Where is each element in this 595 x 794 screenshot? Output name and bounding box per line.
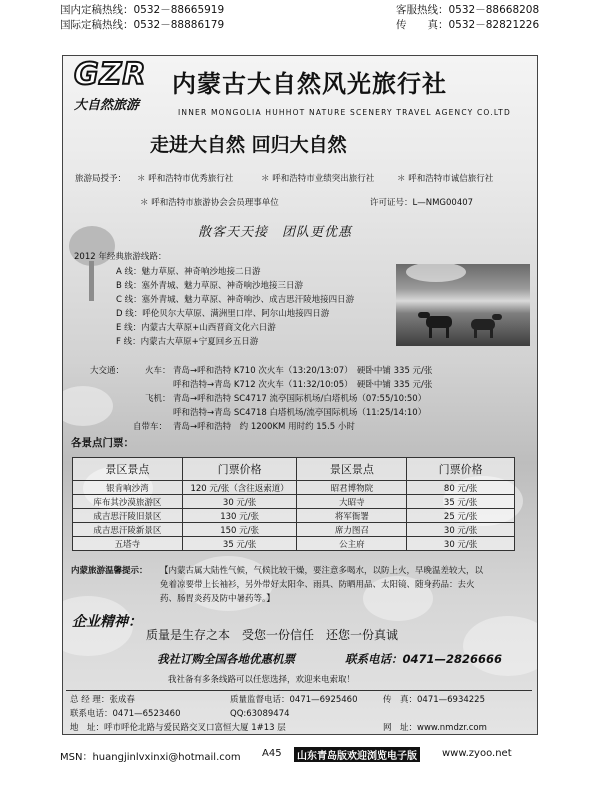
table-cell: 席力图召 [297,523,407,537]
horses-illustration [396,264,530,346]
promo-note: 我社备有多条线路可以任您选择，欢迎来电索取！ [168,675,356,685]
table-cell: 成吉思汗陵新景区 [73,523,183,537]
route-item: E 线：内蒙古大草原+山西晋商文化六日游 [116,323,276,333]
company-name-cn: 内蒙古大自然风光旅行社 [172,69,447,98]
train-route: 青岛→呼和浩特 K710 次火车（13:20/13:07） 硬卧中铺 335 元/张 [173,366,433,376]
promo-text: 我社订购全国各地优惠机票 [157,652,295,666]
logo-subtitle: 大自然旅游 [74,98,140,113]
logo-text: GZR [74,57,147,92]
awards-label: 旅游局授予： [75,174,127,184]
col-header: 门票价格 [182,458,297,481]
promo-phone: 联系电话：0471—2826666 [345,652,503,666]
member-award: ＊ 呼和浩特市旅游协会会员理事单位 [140,198,279,208]
footer-banner: 山东青岛版欢迎浏览电子版 [294,747,420,762]
address: 地 址：呼市呼伦北路与爱民路交叉口富恒大厦 1#13 层 [70,723,286,733]
table-cell: 将军衙署 [297,509,407,523]
transport-label: 大交通： [90,366,125,376]
contact-fax: 传 真：0471—6934225 [383,695,485,705]
company-name-en: INNER MONGOLIA HUHHOT NATURE SCENERY TRAVEL AGENCY CO.LTD [178,108,511,117]
table-cell: 120 元/张（含往返索道） [182,481,297,495]
route-item: B 线：塞外青城、魅力草原、神奇响沙地接三日游 [116,281,304,291]
spirit-label: 企业精神： [72,614,142,630]
table-cell: 银肯响沙湾 [73,481,183,495]
car-label: 自带车： [133,422,168,432]
car-route: 青岛→呼和浩特 约 1200KM 用时约 15.5 小时 [173,422,355,432]
table-cell: 30 元/张 [407,523,515,537]
table-cell: 公主府 [297,537,407,551]
table-cell: 130 元/张 [182,509,297,523]
route-item: A 线：魅力草原、神奇响沙地接二日游 [116,267,261,277]
tree-trunk-shape [89,261,94,301]
routes-list [116,265,354,349]
intl-hotline: 国际定稿热线：0532－88886179 [60,19,225,31]
slogan: 走进大自然 回归大自然 [150,134,347,156]
table-row [73,537,515,551]
award-item: ＊ 呼和浩特市业绩突出旅行社 [261,174,375,184]
spirit-text: 质量是生存之本 受您一份信任 还您一份真诚 [146,628,399,642]
tips-line: 药、肠胃炎药及防中暑药等。】 [160,594,275,604]
train-label: 火车： [145,366,171,376]
tips-label: 内蒙旅游温馨提示： [71,566,148,576]
table-cell: 库布其沙漠旅游区 [73,495,183,509]
quality-phone: 质量监督电话：0471—6925460 [230,695,358,705]
tips-line: 【内蒙古属大陆性气候，气候比较干燥，要注意多喝水，以防上火，早晚温差较大，以 [160,566,484,576]
divider [66,690,532,691]
table-cell: 35 元/张 [407,495,515,509]
motto: 散客天天接 团队更优惠 [198,225,353,240]
footer-site[interactable]: www.zyoo.net [442,748,512,759]
table-row [73,509,515,523]
ticket-table-header [73,458,515,481]
col-header: 景区景点 [297,458,407,481]
route-item: C 线：塞外青城、魅力草原、神奇响沙、成吉思汗陵地接四日游 [116,295,355,305]
table-cell: 25 元/张 [407,509,515,523]
table-cell: 五塔寺 [73,537,183,551]
table-cell: 150 元/张 [182,523,297,537]
table-cell: 80 元/张 [407,481,515,495]
sheep-shape [463,616,538,676]
ticket-table [72,457,515,551]
table-cell: 大昭寺 [297,495,407,509]
flight-route: 青岛→呼和浩特 SC4717 流亭国际机场/白塔机场（07:55/10:50） [173,394,427,404]
award-item: ＊ 呼和浩特市诚信旅行社 [397,174,494,184]
service-hotline: 客服热线：0532－88668208 [396,4,540,16]
routes-title: 2012 年经典旅游线路： [74,252,167,262]
license-number: 许可证号：L—NMG00407 [370,198,474,208]
table-row [73,495,515,509]
fax-line: 传 真：0532－82821226 [396,19,540,31]
table-cell: 30 元/张 [182,495,297,509]
table-cell: 35 元/张 [182,537,297,551]
award-item: ＊ 呼和浩特市优秀旅行社 [137,174,234,184]
tickets-title: 各景点门票： [71,437,134,449]
table-row [73,523,515,537]
manager: 总 经 理：张成春 [70,695,135,705]
contact-phone: 联系电话：0471—6523460 [70,709,181,719]
plane-label: 飞机： [145,394,171,404]
footer-msn: MSN：huangjinlvxinxi@hotmail.com [60,752,241,763]
sheep-shape [62,386,113,426]
qq-number: QQ:63089474 [230,709,290,719]
col-header: 门票价格 [407,458,515,481]
horses-photo [396,264,530,346]
table-cell: 昭君博物院 [297,481,407,495]
table-row [73,481,515,495]
col-header: 景区景点 [73,458,183,481]
route-item: F 线：内蒙古大草原+宁夏回乡五日游 [116,337,259,347]
train-route: 呼和浩特→青岛 K712 次火车（11:32/10:05） 硬卧中铺 335 元/张 [173,380,433,390]
logo [74,58,158,94]
flight-route: 呼和浩特→青岛 SC4718 白塔机场/流亭国际机场（11:25/14:10） [173,408,427,418]
tips-text [160,564,532,606]
domestic-hotline: 国内定稿热线：0532－88665919 [60,4,225,16]
page-number: A45 [262,748,282,759]
tips-line: 免着凉要带上长袖衫，另外带好太阳伞、雨具、防晒用品、太阳镜、随身药品：去火 [160,580,475,590]
table-cell: 成吉思汗陵旧景区 [73,509,183,523]
table-cell: 30 元/张 [407,537,515,551]
website: 网 址：www.nmdzr.com [383,723,487,733]
route-item: D 线：呼伦贝尔大草原、满洲里口岸、阿尔山地接四日游 [116,309,330,319]
